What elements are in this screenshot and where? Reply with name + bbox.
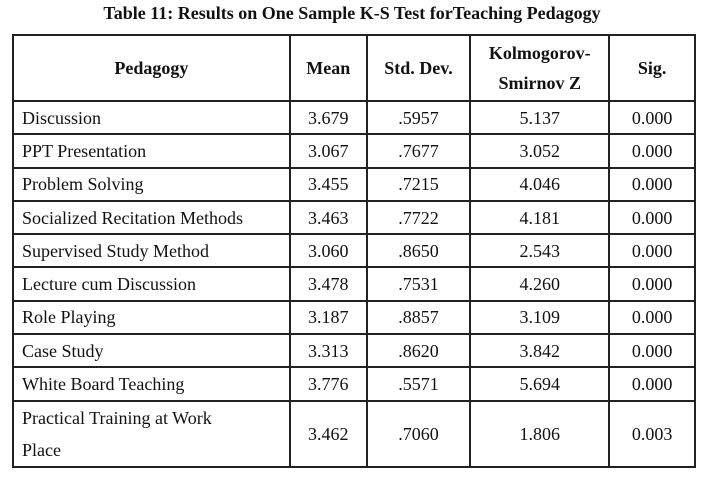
cell-pedagogy: White Board Teaching: [13, 367, 290, 400]
cell-sig: 0.003: [609, 401, 695, 467]
cell-std-dev: .8650: [367, 234, 471, 267]
header-ks-z: [470, 35, 609, 101]
cell-mean: 3.187: [290, 301, 367, 334]
cell-mean: 3.478: [290, 267, 367, 300]
header-sig: Sig.: [609, 35, 695, 101]
cell-std-dev: .5571: [367, 367, 471, 400]
cell-sig: 0.000: [609, 334, 695, 367]
cell-pedagogy: [13, 401, 290, 467]
cell-std-dev: .8620: [367, 334, 471, 367]
cell-ks-z: 4.046: [470, 168, 609, 201]
cell-sig: 0.000: [609, 201, 695, 234]
header-ks-z-line2: Smirnov Z: [498, 73, 581, 93]
cell-ks-z: 4.181: [470, 201, 609, 234]
cell-sig: 0.000: [609, 301, 695, 334]
cell-sig: 0.000: [609, 168, 695, 201]
cell-mean: 3.313: [290, 334, 367, 367]
cell-mean: 3.455: [290, 168, 367, 201]
table-row: [13, 401, 695, 467]
cell-ks-z: 4.260: [470, 267, 609, 300]
cell-ks-z: 1.806: [470, 401, 609, 467]
cell-mean: 3.462: [290, 401, 367, 467]
cell-std-dev: .8857: [367, 301, 471, 334]
cell-ks-z: 5.694: [470, 367, 609, 400]
table-row: [13, 234, 695, 267]
cell-mean: 3.679: [290, 101, 367, 134]
cell-std-dev: .7215: [367, 168, 471, 201]
table-row: [13, 134, 695, 167]
cell-ks-z: 5.137: [470, 101, 609, 134]
cell-pedagogy: Problem Solving: [13, 168, 290, 201]
cell-ks-z: 3.109: [470, 301, 609, 334]
cell-sig: 0.000: [609, 234, 695, 267]
cell-pedagogy: Case Study: [13, 334, 290, 367]
header-pedagogy: Pedagogy: [13, 35, 290, 101]
cell-pedagogy-line2: Place: [22, 439, 61, 460]
cell-pedagogy: Supervised Study Method: [13, 234, 290, 267]
ks-test-results-table: [12, 34, 696, 468]
cell-sig: 0.000: [609, 367, 695, 400]
header-ks-z-line1: Kolmogorov-: [488, 43, 591, 63]
cell-std-dev: .7677: [367, 134, 471, 167]
table-row: [13, 101, 695, 134]
table-header-row: [13, 35, 695, 101]
cell-mean: 3.060: [290, 234, 367, 267]
cell-pedagogy: Discussion: [13, 101, 290, 134]
cell-ks-z: 2.543: [470, 234, 609, 267]
cell-std-dev: .7060: [367, 401, 471, 467]
cell-mean: 3.776: [290, 367, 367, 400]
table-row: [13, 334, 695, 367]
header-mean: Mean: [290, 35, 367, 101]
table-row: [13, 267, 695, 300]
cell-std-dev: .7531: [367, 267, 471, 300]
cell-sig: 0.000: [609, 267, 695, 300]
table-row: [13, 201, 695, 234]
cell-sig: 0.000: [609, 101, 695, 134]
cell-ks-z: 3.052: [470, 134, 609, 167]
cell-std-dev: .5957: [367, 101, 471, 134]
cell-pedagogy: Socialized Recitation Methods: [13, 201, 290, 234]
cell-mean: 3.463: [290, 201, 367, 234]
cell-ks-z: 3.842: [470, 334, 609, 367]
cell-std-dev: .7722: [367, 201, 471, 234]
table-row: [13, 301, 695, 334]
cell-pedagogy-line1: Practical Training at Work: [22, 407, 212, 428]
cell-pedagogy: Lecture cum Discussion: [13, 267, 290, 300]
table-row: [13, 367, 695, 400]
cell-mean: 3.067: [290, 134, 367, 167]
cell-pedagogy: PPT Presentation: [13, 134, 290, 167]
header-std-dev: Std. Dev.: [367, 35, 471, 101]
cell-sig: 0.000: [609, 134, 695, 167]
cell-pedagogy: Role Playing: [13, 301, 290, 334]
table-caption: Table 11: Results on One Sample K-S Test forTeaching Pedagogy: [103, 3, 601, 23]
table-row: [13, 168, 695, 201]
